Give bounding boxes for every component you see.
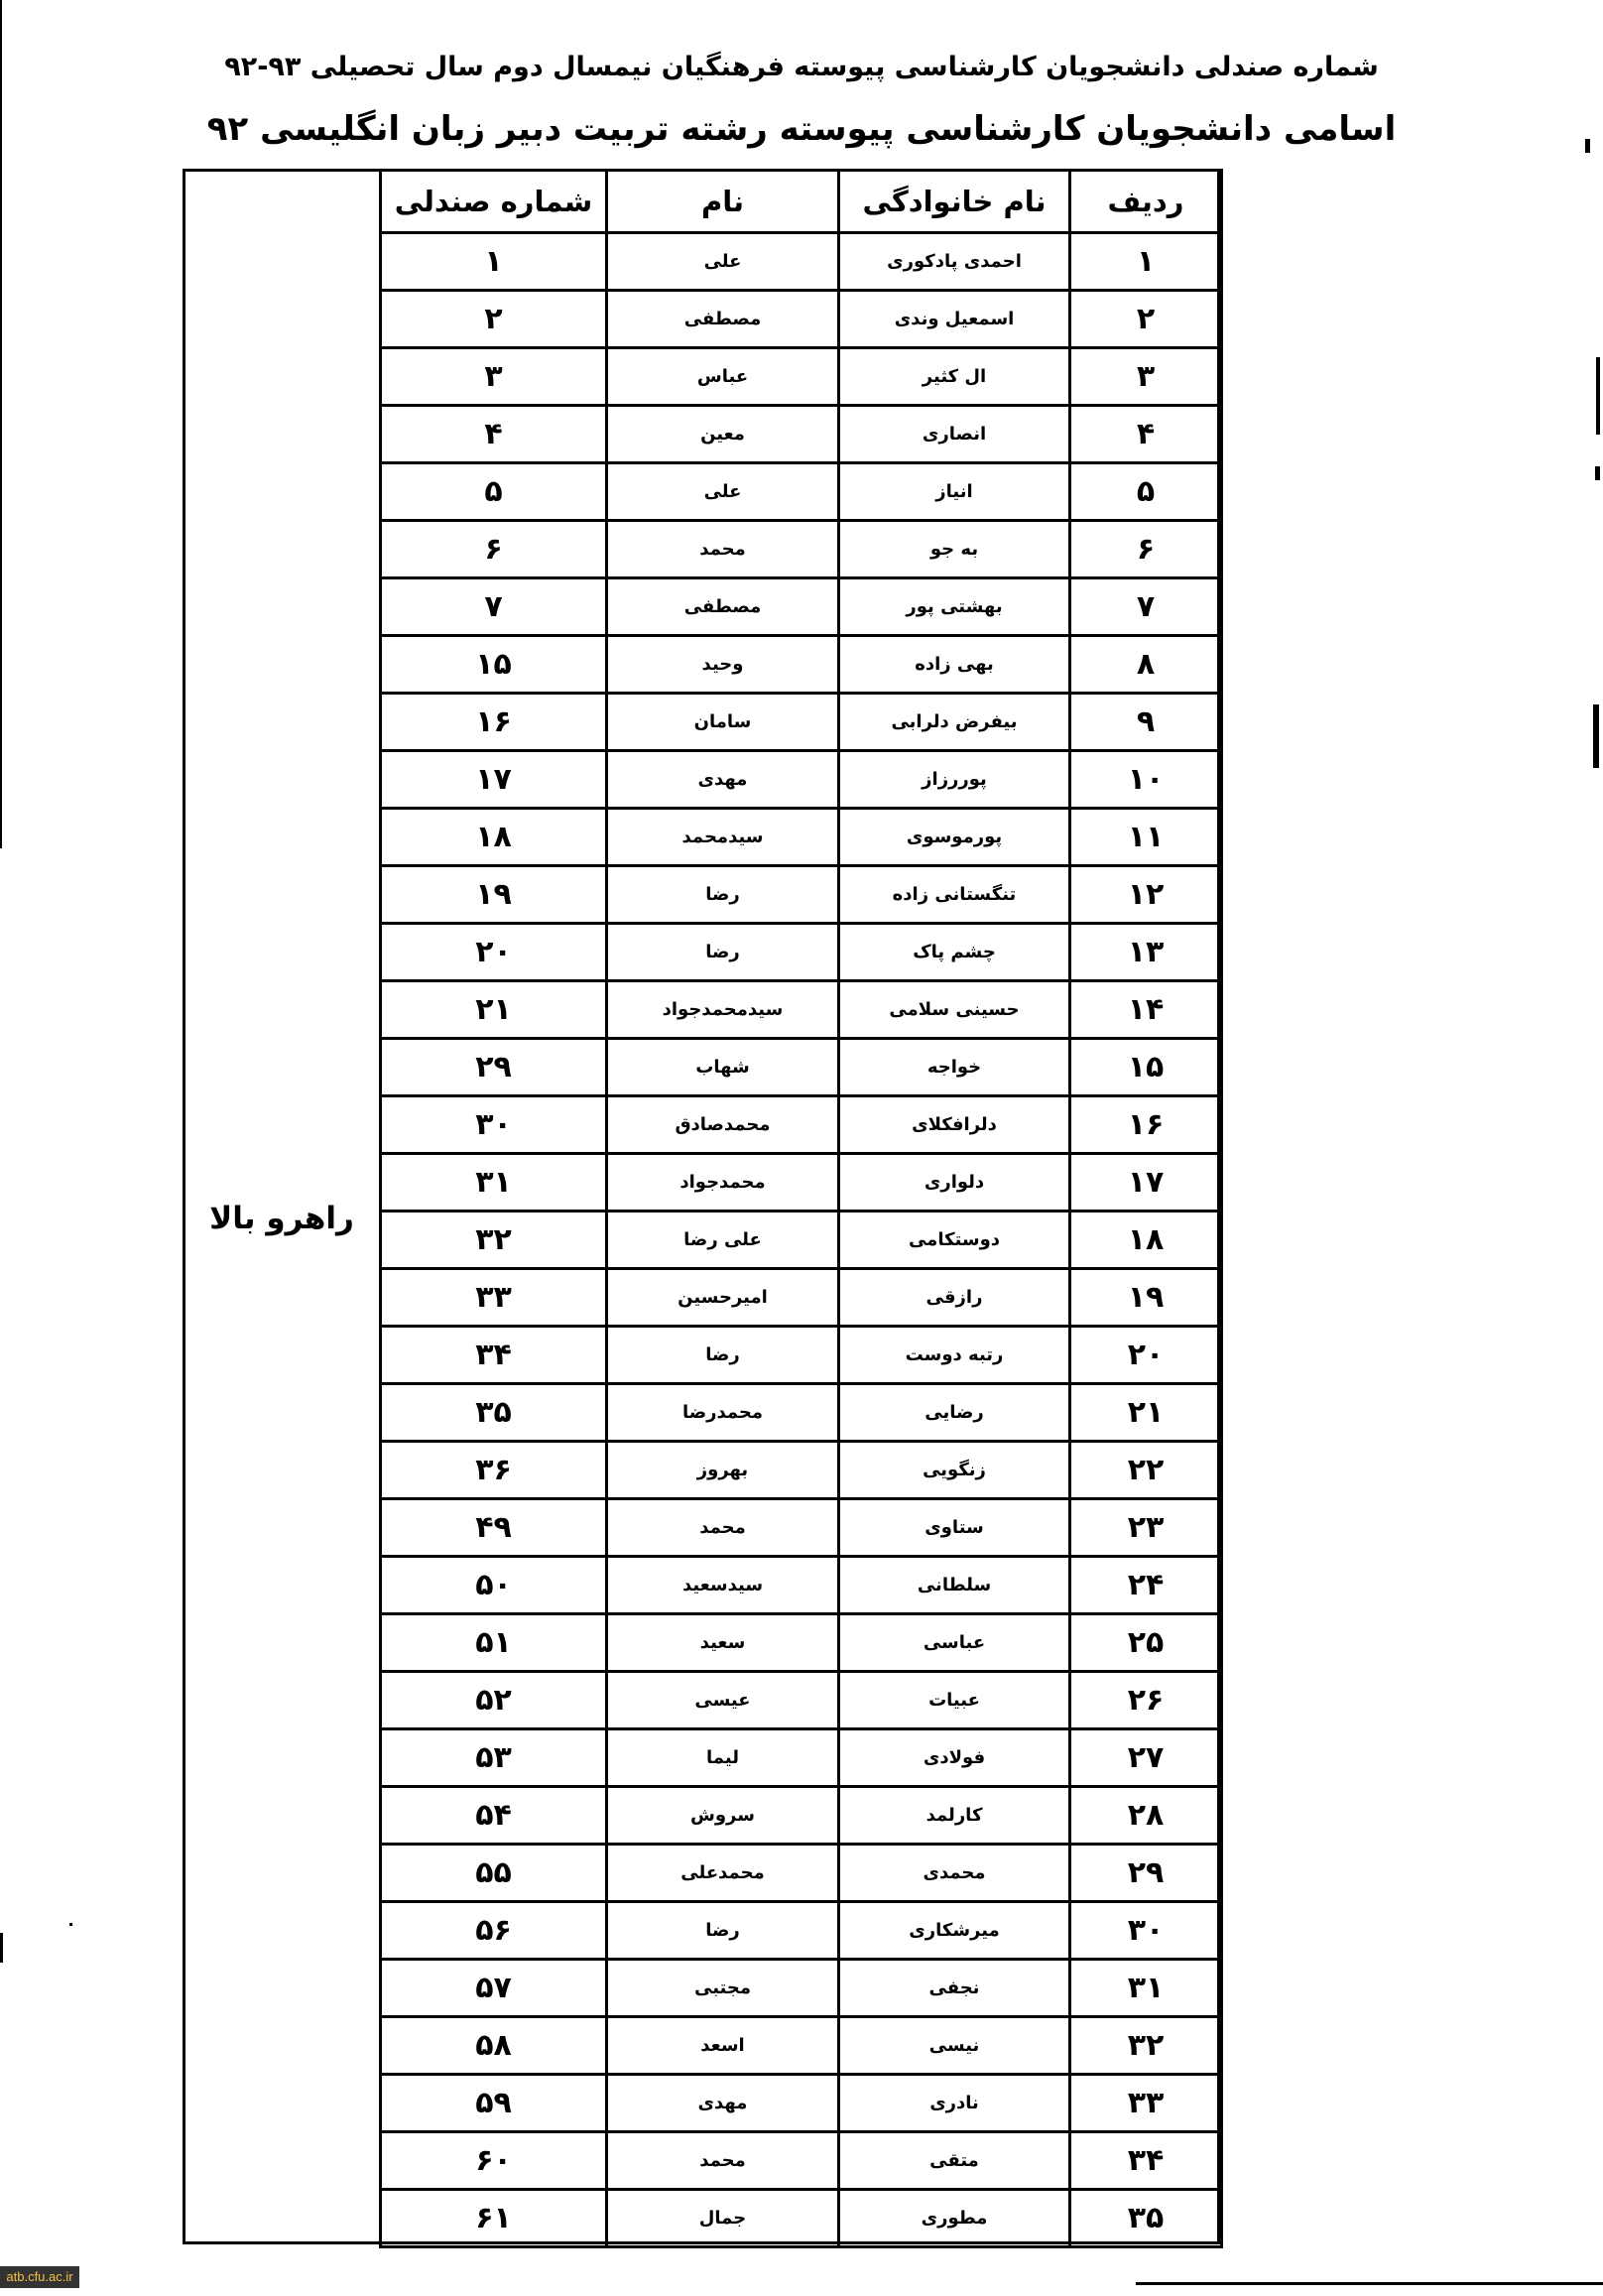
first-name-cell: اسعد (607, 2017, 839, 2075)
table-row (381, 694, 1222, 751)
scan-edge-mark (0, 0, 2, 848)
family-name-cell: نجفی (839, 1960, 1070, 2017)
row-number-cell: ۱۶ (1070, 1096, 1222, 1154)
row-number-cell: ۳۳ (1070, 2075, 1222, 2132)
seat-number-cell: ۱۹ (381, 866, 607, 924)
table-row (381, 1212, 1222, 1269)
table-row (381, 1672, 1222, 1729)
seating-table (379, 169, 1223, 2248)
row-number-cell: ۱۵ (1070, 1039, 1222, 1096)
first-name-cell: محمدعلی (607, 1845, 839, 1902)
table-header-row (381, 171, 1222, 233)
first-name-cell: شهاب (607, 1039, 839, 1096)
first-name-cell: سیدمحمد (607, 809, 839, 866)
first-name-cell: محمد (607, 2132, 839, 2190)
family-name-cell: انصاری (839, 406, 1070, 463)
seat-number-cell: ۳ (381, 348, 607, 406)
first-name-cell: سیدمحمدجواد (607, 981, 839, 1039)
seat-number-cell: ۱ (381, 233, 607, 291)
seat-number-cell: ۳۶ (381, 1442, 607, 1499)
seat-number-cell: ۳۲ (381, 1212, 607, 1269)
header-first-name: نام (607, 171, 839, 233)
table-row (381, 291, 1222, 348)
first-name-cell: جمال (607, 2190, 839, 2247)
table-row (381, 1845, 1222, 1902)
seat-number-cell: ۶۰ (381, 2132, 607, 2190)
row-number-cell: ۳۱ (1070, 1960, 1222, 2017)
first-name-cell: بهروز (607, 1442, 839, 1499)
family-name-cell: دوستکامی (839, 1212, 1070, 1269)
row-number-cell: ۵ (1070, 463, 1222, 521)
first-name-cell: مصطفی (607, 291, 839, 348)
row-number-cell: ۲۵ (1070, 1614, 1222, 1672)
document-title: شماره صندلی دانشجویان کارشناسی پیوسته فرهنگیان نیمسال دوم سال تحصیلی ۹۳-۹۲ (224, 52, 1379, 82)
seat-number-cell: ۲۱ (381, 981, 607, 1039)
family-name-cell: دلواری (839, 1154, 1070, 1212)
seat-number-cell: ۳۰ (381, 1096, 607, 1154)
table-row (381, 809, 1222, 866)
seat-number-cell: ۳۳ (381, 1269, 607, 1327)
first-name-cell: سیدسعید (607, 1557, 839, 1614)
table-row (381, 233, 1222, 291)
table-row (381, 636, 1222, 694)
table-row (381, 1442, 1222, 1499)
table-row (381, 1557, 1222, 1614)
family-name-cell: بهی زاده (839, 636, 1070, 694)
row-number-cell: ۲۷ (1070, 1729, 1222, 1787)
seat-number-cell: ۵۵ (381, 1845, 607, 1902)
table-row (381, 1499, 1222, 1557)
family-name-cell: سلطانی (839, 1557, 1070, 1614)
document-subtitle: اسامی دانشجویان کارشناسی پیوسته رشته تربیت دبیر زبان انگلیسی ۹۲ (206, 109, 1397, 149)
first-name-cell: مصطفی (607, 578, 839, 636)
family-name-cell: بیفرض دلرابی (839, 694, 1070, 751)
row-number-cell: ۲۶ (1070, 1672, 1222, 1729)
table-row (381, 1096, 1222, 1154)
table-row (381, 924, 1222, 981)
family-name-cell: کارلمد (839, 1787, 1070, 1845)
scan-edge-mark (1596, 357, 1600, 435)
seat-number-cell: ۷ (381, 578, 607, 636)
row-number-cell: ۱۳ (1070, 924, 1222, 981)
seat-number-cell: ۵۳ (381, 1729, 607, 1787)
first-name-cell: عباس (607, 348, 839, 406)
first-name-cell: مهدی (607, 2075, 839, 2132)
header-family-name: نام خانوادگی (839, 171, 1070, 233)
row-number-cell: ۲۹ (1070, 1845, 1222, 1902)
row-number-cell: ۱۱ (1070, 809, 1222, 866)
first-name-cell: مهدی (607, 751, 839, 809)
first-name-cell: معین (607, 406, 839, 463)
seat-number-cell: ۵۸ (381, 2017, 607, 2075)
row-number-cell: ۳۴ (1070, 2132, 1222, 2190)
seat-number-cell: ۵ (381, 463, 607, 521)
family-name-cell: رتبه دوست (839, 1327, 1070, 1384)
seat-number-cell: ۵۶ (381, 1902, 607, 1960)
table-row (381, 463, 1222, 521)
row-number-cell: ۲۳ (1070, 1499, 1222, 1557)
family-name-cell: حسینی سلامی (839, 981, 1070, 1039)
table-row (381, 406, 1222, 463)
row-number-cell: ۷ (1070, 578, 1222, 636)
seat-number-cell: ۱۶ (381, 694, 607, 751)
first-name-cell: رضا (607, 1902, 839, 1960)
seat-number-cell: ۳۴ (381, 1327, 607, 1384)
row-number-cell: ۲۱ (1070, 1384, 1222, 1442)
family-name-cell: رضایی (839, 1384, 1070, 1442)
first-name-cell: محمد (607, 1499, 839, 1557)
row-number-cell: ۳۵ (1070, 2190, 1222, 2247)
row-number-cell: ۲۸ (1070, 1787, 1222, 1845)
table-row (381, 1154, 1222, 1212)
seat-number-cell: ۴۹ (381, 1499, 607, 1557)
row-number-cell: ۶ (1070, 521, 1222, 578)
scan-edge-mark (0, 1933, 3, 1963)
seat-number-cell: ۳۱ (381, 1154, 607, 1212)
table-row (381, 1269, 1222, 1327)
row-number-cell: ۳۰ (1070, 1902, 1222, 1960)
seat-number-cell: ۳۵ (381, 1384, 607, 1442)
family-name-cell: مطوری (839, 2190, 1070, 2247)
row-number-cell: ۴ (1070, 406, 1222, 463)
family-name-cell: خواجه (839, 1039, 1070, 1096)
row-number-cell: ۹ (1070, 694, 1222, 751)
seat-number-cell: ۱۷ (381, 751, 607, 809)
first-name-cell: رضا (607, 924, 839, 981)
header-seat-number: شماره صندلی (381, 171, 607, 233)
family-name-cell: ال کثیر (839, 348, 1070, 406)
row-number-cell: ۱۴ (1070, 981, 1222, 1039)
family-name-cell: عبیات (839, 1672, 1070, 1729)
seat-number-cell: ۱۵ (381, 636, 607, 694)
table-row (381, 2190, 1222, 2247)
seat-number-cell: ۲۹ (381, 1039, 607, 1096)
family-name-cell: عباسی (839, 1614, 1070, 1672)
first-name-cell: سامان (607, 694, 839, 751)
seat-number-cell: ۱۸ (381, 809, 607, 866)
family-name-cell: چشم پاک (839, 924, 1070, 981)
family-name-cell: متقی (839, 2132, 1070, 2190)
seat-number-cell: ۶۱ (381, 2190, 607, 2247)
first-name-cell: علی رضا (607, 1212, 839, 1269)
table-row (381, 1960, 1222, 2017)
family-name-cell: دلرافکلای (839, 1096, 1070, 1154)
seat-number-cell: ۵۰ (381, 1557, 607, 1614)
family-name-cell: اسمعیل وندی (839, 291, 1070, 348)
family-name-cell: محمدی (839, 1845, 1070, 1902)
family-name-cell: به جو (839, 521, 1070, 578)
row-number-cell: ۳۲ (1070, 2017, 1222, 2075)
seat-number-cell: ۴ (381, 406, 607, 463)
family-name-cell: نیسی (839, 2017, 1070, 2075)
table-row (381, 521, 1222, 578)
first-name-cell: سعید (607, 1614, 839, 1672)
seat-number-cell: ۵۹ (381, 2075, 607, 2132)
first-name-cell: محمدصادق (607, 1096, 839, 1154)
row-number-cell: ۱۷ (1070, 1154, 1222, 1212)
table-row (381, 2132, 1222, 2190)
row-number-cell: ۱۰ (1070, 751, 1222, 809)
row-number-cell: ۸ (1070, 636, 1222, 694)
footer-rule (1136, 2282, 1603, 2285)
first-name-cell: مجتبی (607, 1960, 839, 2017)
family-name-cell: میرشکاری (839, 1902, 1070, 1960)
first-name-cell: وحید (607, 636, 839, 694)
scan-edge-mark (1585, 139, 1590, 153)
row-number-cell: ۳ (1070, 348, 1222, 406)
family-name-cell: تنگستانی زاده (839, 866, 1070, 924)
row-number-cell: ۲۰ (1070, 1327, 1222, 1384)
table-row (381, 1327, 1222, 1384)
row-number-cell: ۱ (1070, 233, 1222, 291)
table-row (381, 578, 1222, 636)
table-row (381, 1614, 1222, 1672)
family-name-cell: پوررزاز (839, 751, 1070, 809)
row-number-cell: ۱۹ (1070, 1269, 1222, 1327)
first-name-cell: رضا (607, 866, 839, 924)
first-name-cell: محمد (607, 521, 839, 578)
table-body (381, 233, 1222, 2247)
first-name-cell: محمدرضا (607, 1384, 839, 1442)
seat-number-cell: ۶ (381, 521, 607, 578)
table-row (381, 1787, 1222, 1845)
first-name-cell: سروش (607, 1787, 839, 1845)
first-name-cell: عیسی (607, 1672, 839, 1729)
family-name-cell: فولادی (839, 1729, 1070, 1787)
table-row (381, 2075, 1222, 2132)
first-name-cell: محمدجواد (607, 1154, 839, 1212)
first-name-cell: علی (607, 233, 839, 291)
seat-number-cell: ۲ (381, 291, 607, 348)
family-name-cell: انیاز (839, 463, 1070, 521)
family-name-cell: نادری (839, 2075, 1070, 2132)
seat-number-cell: ۵۲ (381, 1672, 607, 1729)
seat-number-cell: ۵۴ (381, 1787, 607, 1845)
row-number-cell: ۲۴ (1070, 1557, 1222, 1614)
scan-edge-mark (1595, 466, 1600, 480)
row-number-cell: ۱۸ (1070, 1212, 1222, 1269)
row-number-cell: ۲۲ (1070, 1442, 1222, 1499)
seat-number-cell: ۵۱ (381, 1614, 607, 1672)
table-row (381, 751, 1222, 809)
table-row (381, 1902, 1222, 1960)
seat-number-cell: ۲۰ (381, 924, 607, 981)
table-row (381, 2017, 1222, 2075)
header-row-number: ردیف (1070, 171, 1222, 233)
table-row (381, 1039, 1222, 1096)
row-number-cell: ۲ (1070, 291, 1222, 348)
table-row (381, 1729, 1222, 1787)
first-name-cell: لیما (607, 1729, 839, 1787)
row-number-cell: ۱۲ (1070, 866, 1222, 924)
first-name-cell: علی (607, 463, 839, 521)
table-row (381, 866, 1222, 924)
scan-dot (69, 1923, 72, 1926)
table-row (381, 348, 1222, 406)
footer-tag: atb.cfu.ac.ir (0, 2266, 79, 2288)
first-name-cell: امیرحسین (607, 1269, 839, 1327)
family-name-cell: ستاوی (839, 1499, 1070, 1557)
family-name-cell: احمدی پادکوری (839, 233, 1070, 291)
location-label: راهرو بالا (209, 1201, 354, 1236)
table-row (381, 1384, 1222, 1442)
first-name-cell: رضا (607, 1327, 839, 1384)
seat-number-cell: ۵۷ (381, 1960, 607, 2017)
family-name-cell: زنگویی (839, 1442, 1070, 1499)
family-name-cell: رازقی (839, 1269, 1070, 1327)
scan-edge-mark (1593, 704, 1599, 768)
family-name-cell: بهشتی پور (839, 578, 1070, 636)
family-name-cell: پورموسوی (839, 809, 1070, 866)
table-row (381, 981, 1222, 1039)
